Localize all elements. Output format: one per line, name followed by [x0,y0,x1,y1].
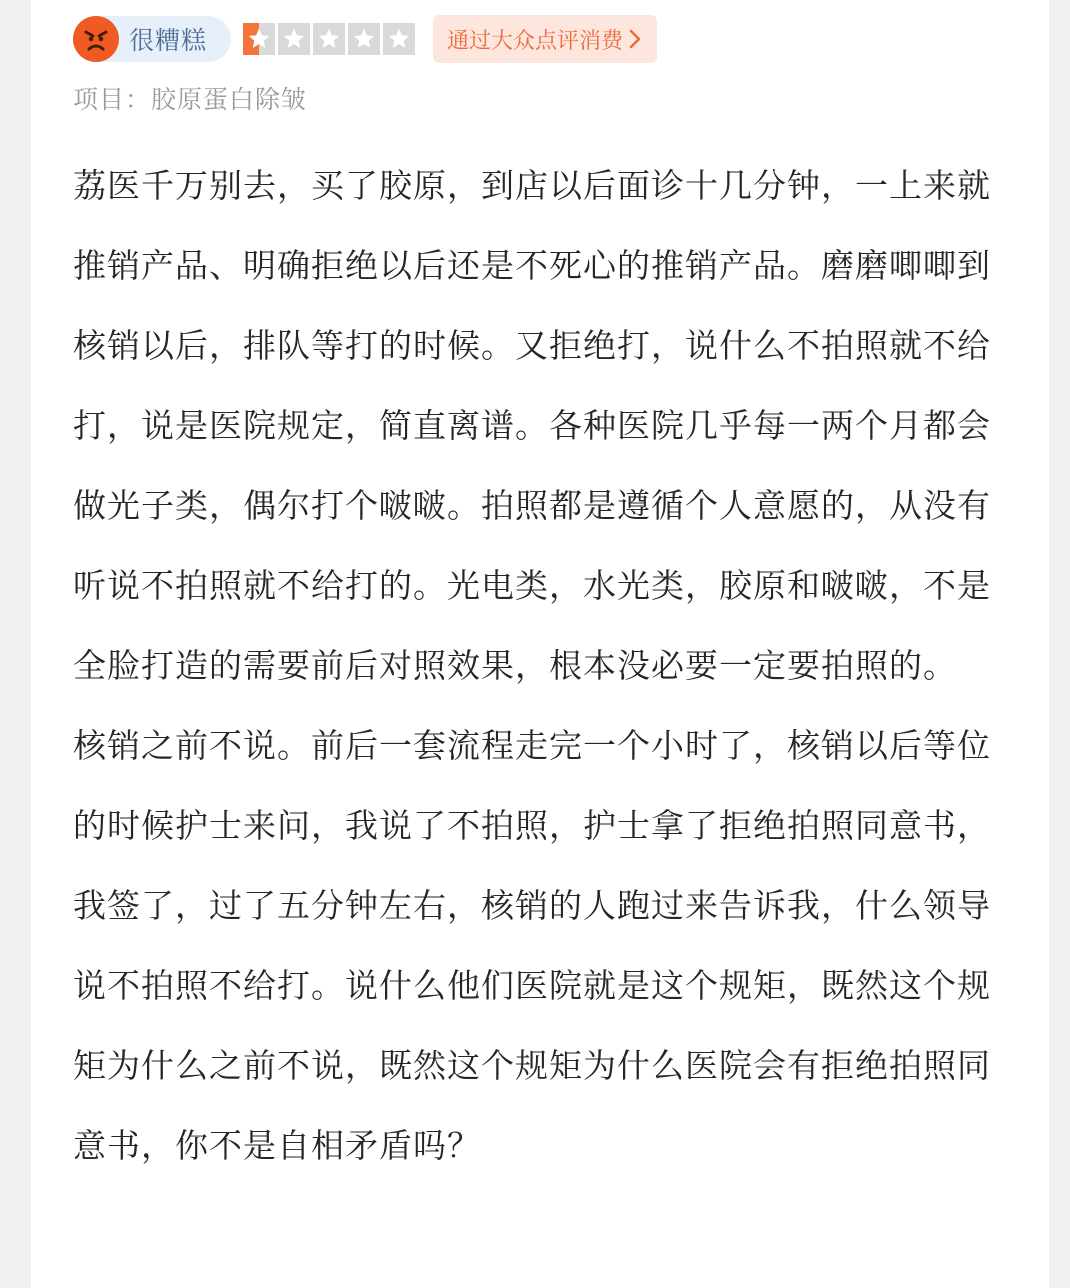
project-line: 项目：胶原蛋白除皱 [73,85,308,114]
review-paragraph: 荔医千万别去，买了胶原，到店以后面诊十几分钟，一上来就推销产品、明确拒绝以后还是不死心的推销产品。磨磨唧唧到核销以后，排队等打的时候。又拒绝打，说什么不拍照就不给打，说是医院规定，简直离谱。各种医院几乎每一两个月都会做光子类，偶尔打个啵啵。拍照都是遵循个人意愿的，从没有听说不拍照就不给打的。光电类，水光类，胶原和啵啵，不是全脸打造的需要前后对照效果，根本没必要一定要拍照的。 [73,166,991,685]
star-icon [313,23,345,55]
star-icon [348,23,380,55]
chevron-right-icon [629,29,641,49]
via-dianping-label: 通过大众点评消费 [447,28,624,54]
mood-label: 很糟糕 [129,26,208,55]
review-paragraph: 核销之前不说。前后一套流程走完一个小时了，核销以后等位的时候护士来问，我说了不拍照，护士拿了拒绝拍照同意书，我签了，过了五分钟左右，核销的人跑过来告诉我，什么领导说不拍照不给打。说什么他们医院就是这个规矩，既然这个规矩为什么之前不说，既然这个规矩为什么医院会有拒绝拍照同意书，你不是自相矛盾吗？ [73,726,991,1165]
star-icon [383,23,415,55]
star-rating [243,23,418,55]
mood-badge [73,16,231,62]
star-icon [243,23,275,55]
rating-row [73,14,657,64]
star-icon [278,23,310,55]
review-text [73,146,1011,1186]
angry-face-icon [73,16,119,62]
via-dianping-button[interactable] [433,15,657,63]
